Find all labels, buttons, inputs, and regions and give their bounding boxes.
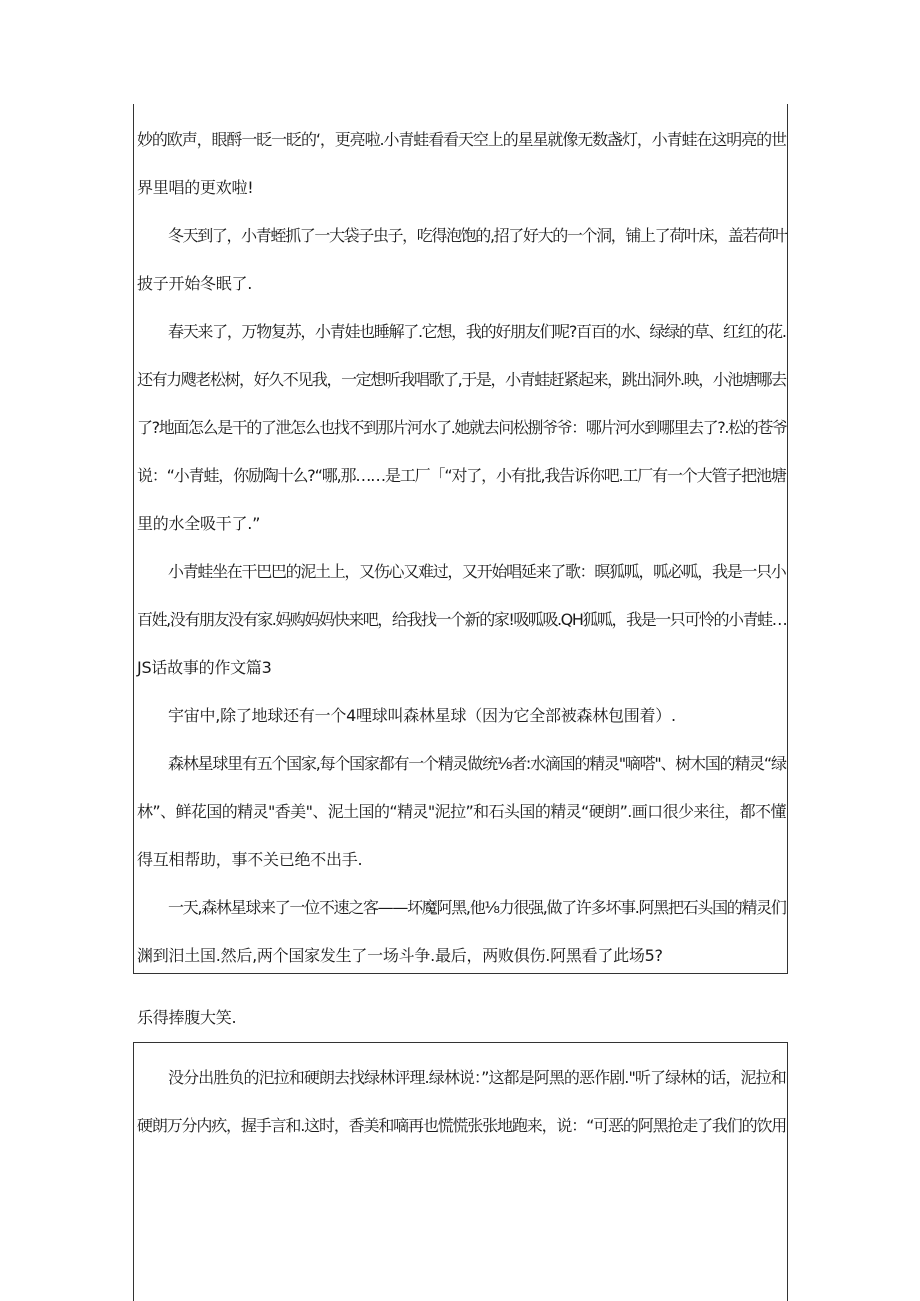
text-line: 里的水全吸干了.”	[137, 514, 261, 533]
text-line: 林”、鲜花国的精灵"香美"、泥土国的“精灵"泥拉”和石头国的精灵“硬朗”.画口很少来往，都不懂	[137, 802, 786, 821]
paragraph-start: 春天来了，万物复苏，小青娃也睡解了.它想，我的好朋友们呢?百百的水、绿绿的草、红红的花.	[168, 322, 786, 341]
text-line: 还有力飕老松树，好久不见我，一定想听我唱歌了,于是，小青蛙赶紧起来，跳出洞外.映，小池塘哪去	[137, 370, 786, 389]
text-line: 界里唱的更欢啦!	[137, 178, 254, 197]
text-line-outside-frame: 乐得捧腹大笑.	[137, 1008, 237, 1027]
paragraph-start: 宇宙中,除了地球还有一个4哩球叫森林星球（因为它全部被森林包围着）.	[168, 706, 676, 725]
text-line: 妙的欧声，眼酹一眨一眨的‘，更亮啦.小青蛙看看天空上的星星就像无数盏灯，小青蛙在这明亮的世	[137, 130, 786, 149]
section-heading: JS话故事的作文篇3	[137, 658, 272, 677]
paragraph-start: 森林星球里有五个国家,每个国家都有一个精灵做统⅛者:水滴国的精灵"嘀嗒"、树木国的精灵“绿	[168, 754, 786, 773]
text-line: 披子开始冬眠了.	[137, 274, 253, 293]
text-line: 了?地面怎么是干的了泄怎么也找不到那片河水了.她就去问松捌爷爷：哪片河水到哪里去了?.松的苍爷	[137, 418, 787, 437]
paragraph-start: 没分出胜负的汜拉和硬朗去找绿林评理.绿林说：”这都是阿黑的恶作剧."听了绿林的话，泥拉和	[168, 1068, 786, 1087]
text-line: 说：“小青蛙，你励陶十么?“哪,那……是工厂「“对了，小有批,我告诉你吧.工厂有一个大管子把池塘	[137, 466, 786, 485]
paragraph-start: 小青蛙坐在干巴巴的泥土上，又伤心又难过，又开始唱延来了歌：暝狐呱，呱必呱，我是一只小	[168, 562, 786, 581]
paragraph-start: 冬天到了，小青蛭抓了一大袋子虫子，吃得泡饱的,招了好大的一个洞，铺上了荷叶床，盖若荷叶	[168, 226, 787, 245]
text-line: 百姓,没有朋友没有家.妈购妈妈快来吧，给我找一个新的家!吸呱吸.QH狐呱，我是一只可怜的小青蛙…	[137, 610, 787, 629]
text-line: 硬朗万分内疚，握手言和.这时，香美和嘀再也慌慌张张地跑来，说：“可恶的阿黑抢走了我们的饮用	[137, 1116, 787, 1135]
text-line: 得互相帮助，事不关已绝不出手.	[137, 850, 363, 869]
text-line: 渊到汨土国.然后,两个国家发生了一场斗争.最后，两败俱伤.阿黑看了此场5?	[137, 946, 663, 965]
paragraph-start: 一天,森林星球来了一位不速之客——坏魔阿黑,他⅛力很强,做了许多坏事.阿黑把石头国的精灵们	[168, 898, 786, 917]
